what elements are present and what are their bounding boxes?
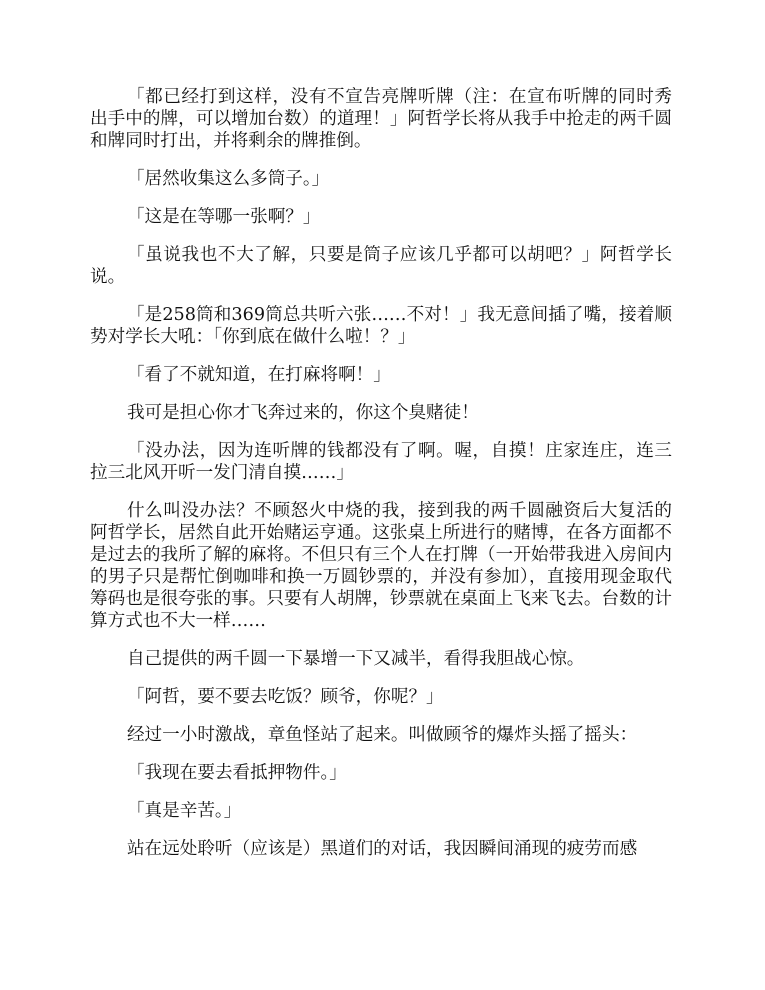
paragraph: 「我现在要去看抵押物件。」 [126,763,347,783]
paragraph: 「虽说我也不大了解，只要是筒子应该几乎都可以胡吧？」阿哲学长说。 [90,245,672,287]
paragraph: 「是258筒和369筒总共听六张……不对！」我无意间插了嘴，接着顺势对学长大吼：「你到底在做什么啦！？」 [90,305,672,347]
paragraph: 什么叫没办法？不顾怒火中烧的我，接到我的两千圆融资后大复活的阿哲学长，居然自此开始赌运亨通。这张桌上所进行的赌博，在各方面都不是过去的我所了解的麻将。不但只有三个人在打牌（一开始带我进入房间内的男子只是帮忙倒咖啡和换一万圆钞票的，并没有参加），直接用现金取代筹码也是很夸张的事。只要有人胡牌，钞票就在桌面上飞来飞去。台数的计算方式也不大一样…… [90,501,672,631]
paragraph: 「都已经打到这样，没有不宣告亮牌听牌（注：在宣布听牌的同时秀出手中的牌，可以增加台数）的道理！」阿哲学长将从我手中抢走的两千圆和牌同时打出，并将剩余的牌推倒。 [90,87,672,151]
paragraph: 经过一小时激战，章鱼怪站了起来。叫做顾爷的爆炸头摇了摇头： [126,725,638,745]
paragraph: 「这是在等哪一张啊？」 [126,207,321,227]
paragraph: 我可是担心你才飞奔过来的，你这个臭赌徒！ [126,403,479,423]
paragraph: 「看了不就知道，在打麻将啊！」 [126,365,391,385]
paragraph: 站在远处聆听（应该是）黑道们的对话，我因瞬间涌现的疲劳而感 [126,839,638,859]
paragraph: 「真是辛苦。」 [126,801,242,821]
paragraph: 「居然收集这么多筒子。」 [126,169,330,189]
document-page [90,86,672,876]
paragraph: 「阿哲，要不要去吃饭？顾爷，你呢？」 [126,687,444,707]
paragraph: 自己提供的两千圆一下暴增一下又减半，看得我胆战心惊。 [126,649,585,669]
paragraph: 「没办法，因为连听牌的钱都没有了啊。喔，自摸！庄家连庄，连三拉三北风开听一发门清自摸……」 [90,441,672,483]
